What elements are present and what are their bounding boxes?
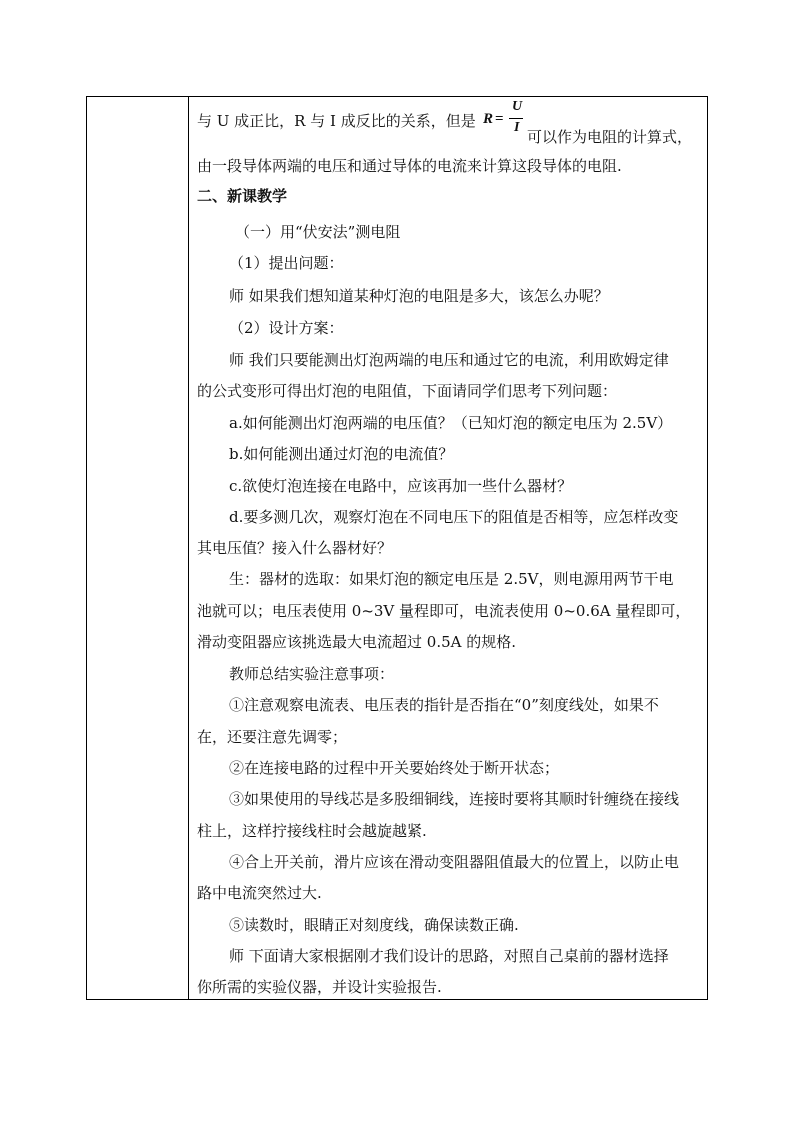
text-line: 可以作为电阻的计算式，	[527, 128, 693, 146]
note-3: ③如果使用的导线芯是多股细铜线，连接时要将其顺时针缠绕在接线	[229, 790, 680, 808]
text-line: 师 如果我们想知道某种灯泡的电阻是多大，该怎么办呢？	[229, 287, 609, 305]
resistance-formula	[483, 99, 527, 139]
text-line: 由一段导体两端的电压和通过导体的电流来计算这段导体的电阻.	[197, 157, 622, 175]
text-line: 池就可以；电压表使用 0~3V 量程即可，电流表使用 0~0.6A 量程即可，	[197, 602, 691, 620]
text-line: 师 下面请大家根据刚才我们设计的思路，对照自己桌前的器材选择	[229, 947, 669, 965]
question-b: b.如何能测出通过灯泡的电流值？	[229, 445, 454, 463]
fraction-bar	[509, 118, 523, 119]
note-2: ②在连接电路的过程中开关要始终处于断开状态；	[229, 759, 560, 777]
note-5: ⑤读数时，眼睛正对刻度线，确保读数正确.	[229, 916, 519, 934]
text-line: 师 我们只要能测出灯泡两端的电压和通过它的电流，利用欧姆定律	[229, 351, 669, 369]
text-line: 你所需的实验仪器，并设计实验报告.	[197, 978, 442, 996]
question-a: a.如何能测出灯泡两端的电压值？（已知灯泡的额定电压为 2.5V）	[229, 414, 673, 432]
formula-denominator: I	[514, 120, 520, 135]
text-line: 的公式变形可得出灯泡的电阻值，下面请同学们思考下列问题：	[197, 382, 618, 400]
formula-r: R	[483, 111, 494, 127]
subsection-heading: （一）用“伏安法”测电阻	[235, 223, 401, 241]
formula-numerator: U	[512, 99, 523, 114]
step-heading: （2）设计方案：	[229, 319, 344, 337]
text-line: 在，还要注意先调零；	[197, 728, 348, 746]
lesson-table	[86, 96, 708, 1000]
section-heading: 二、新课教学	[197, 187, 288, 205]
question-c: c.欲使灯泡连接在电路中，应该再加一些什么器材？	[229, 477, 573, 495]
note-4: ④合上开关前，滑片应该在滑动变阻器阻值最大的位置上，以防止电	[229, 853, 680, 871]
step-heading: （1）提出问题：	[229, 254, 344, 272]
question-d: d.要多测几次，观察灯泡在不同电压下的阻值是否相等，应怎样改变	[229, 508, 679, 526]
text-line: 教师总结实验注意事项：	[229, 665, 395, 683]
text-line: 滑动变阻器应该挑选最大电流超过 0.5A 的规格.	[197, 633, 516, 651]
text-line: 生：器材的选取：如果灯泡的额定电压是 2.5V，则电源用两节干电	[229, 570, 674, 588]
text-line: 路中电流突然过大.	[197, 884, 322, 902]
content-cell	[189, 97, 707, 999]
formula-equals: =	[495, 111, 504, 127]
text-line: 与 U 成正比，R 与 I 成反比的关系，但是	[197, 112, 476, 130]
note-1: ①注意观察电流表、电压表的指针是否指在“0”刻度线处，如果不	[229, 696, 659, 714]
text-line: 其电压值？接入什么器材好？	[197, 539, 393, 557]
text-line: 柱上，这样拧接线柱时会越旋越紧.	[197, 822, 427, 840]
